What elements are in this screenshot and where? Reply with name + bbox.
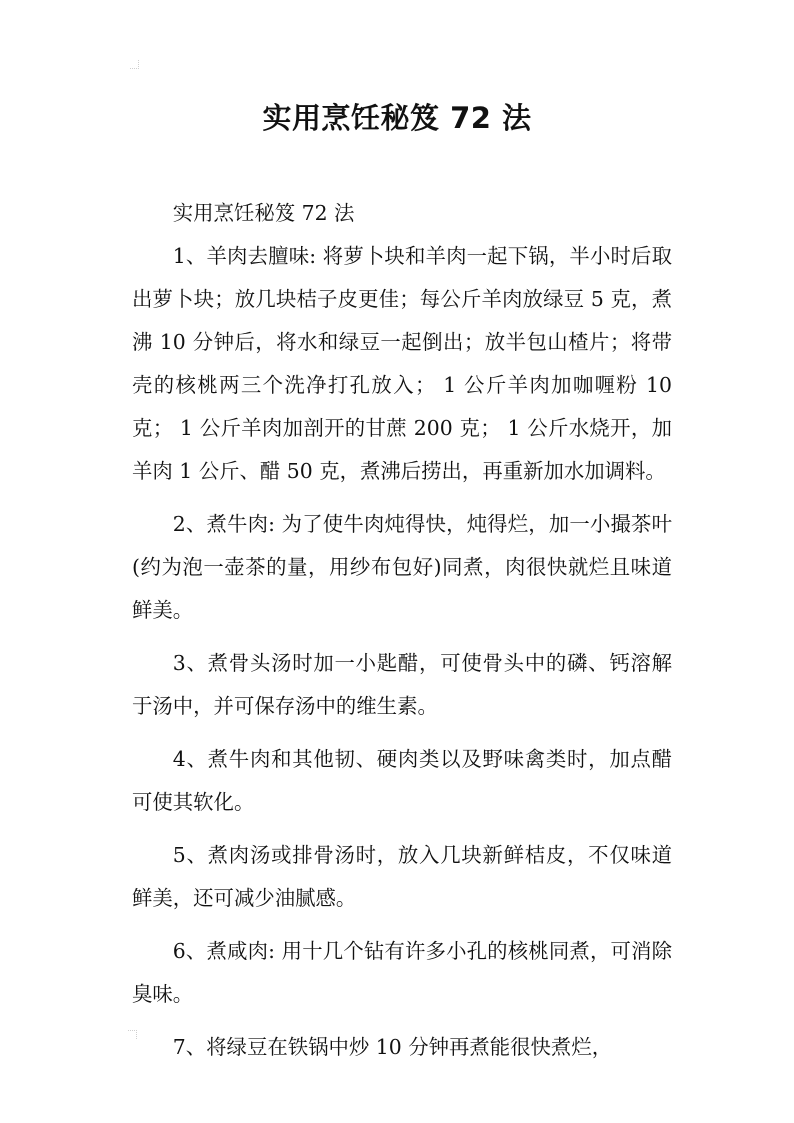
tip-paragraph: 3、煮骨头汤时加一小匙醋，可使骨头中的磷、钙溶解于汤中，并可保存汤中的维生素。 [132, 651, 672, 718]
tip-paragraph: 6、煮咸肉: 用十几个钻有许多小孔的核桃同煮，可消除臭味。 [132, 939, 672, 1006]
tip-paragraph: 4、煮牛肉和其他韧、硬肉类以及野味禽类时，加点醋可使其软化。 [132, 747, 672, 814]
tip-paragraph: 7、将绿豆在铁锅中炒 10 分钟再煮能很快煮烂， [172, 1035, 613, 1059]
tip-paragraph: 2、煮牛肉: 为了使牛肉炖得快，炖得烂，加一小撮茶叶(约为泡一壶茶的量，用纱布包好)同煮，肉很快就烂且味道鲜美。 [132, 512, 672, 622]
document-subtitle: 实用烹饪秘笈 72 法 [172, 201, 355, 225]
tip-paragraph: 5、煮肉汤或排骨汤时，放入几块新鲜桔皮，不仅味道鲜美，还可减少油腻感。 [132, 843, 672, 910]
document-body [132, 192, 672, 1079]
tip-paragraph: 1、羊肉去膻味: 将萝卜块和羊肉一起下锅，半小时后取出萝卜块；放几块桔子皮更佳；每公斤羊肉放绿豆 5 克，煮沸 10 分钟后，将水和绿豆一起倒出；放半包山楂片；将带壳的核桃两三个洗净打孔放入； 1 公斤羊肉加咖喱粉 10 克； 1 公斤羊肉加剖开的甘蔗 200 克； 1 公斤水烧开，加羊肉 1 公斤、醋 50 克，煮沸后捞出，再重新加水加调料。 [132, 244, 672, 483]
document-title: 实用烹饪秘笈 72 法 [262, 101, 532, 135]
corner-crop-mark [130, 60, 139, 69]
